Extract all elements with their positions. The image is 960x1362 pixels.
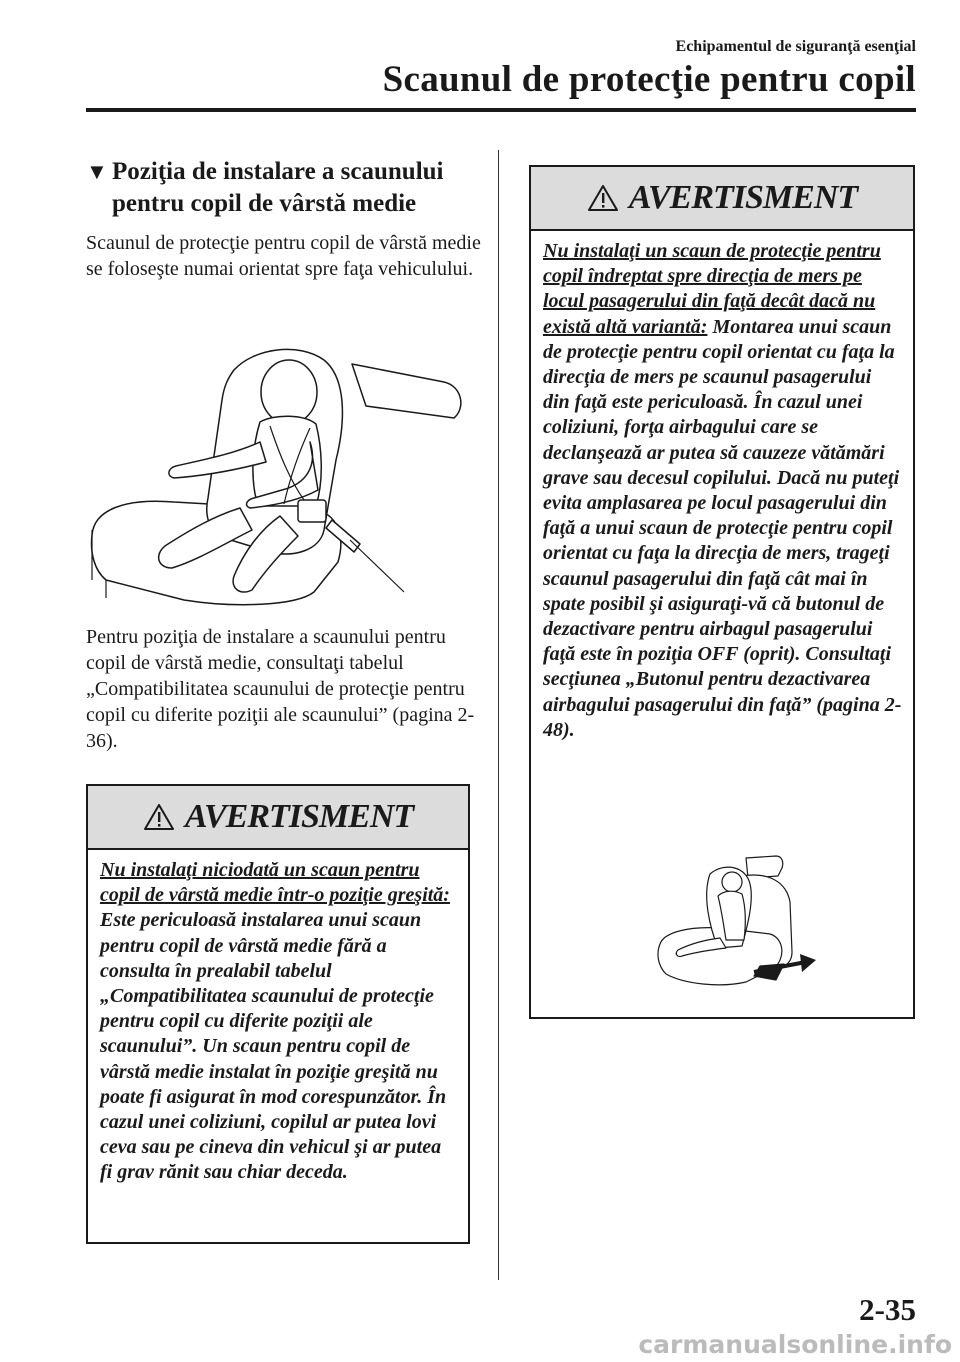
reference-paragraph: Pentru poziţia de instalare a scaunului pentru copil de vârstă medie, consultaţi tabelul „Compatibilitatea scaunului de protecţie pentru copil cu diferite poziţii ale scaunului” (pagina 2-36). [86,626,475,752]
warning-box-left [86,784,470,1244]
warning-header [531,167,913,231]
section-heading [86,156,486,220]
down-triangle-icon: ▼ [86,159,108,184]
warning-lead: Nu instalaţi niciodată un scaun pentru copil de vârstă medie într-o poziţie greşită: [100,859,450,907]
watermark: carmanualsonline.info [638,1330,952,1359]
booster-seat-illustration [84,330,474,620]
warning-text: Este periculoasă instalarea unui scaun pentru copil de vârstă medie fără a consulta în prealabil tabelul „Compatibilitatea scaunului de protecţie pentru copil cu diferite poziţii ale scaunului”. Un scaun pentru copil de vârstă medie instalat în poziţie greşită nu poate fi asigurat în mod corespunzător. În cazul unei coliziuni, copilul ar putea lovi ceva sau pe cineva din vehicul şi ar putea fi grav rănit sau chiar deceda. [100,909,447,1184]
chapter-label: Echipamentul de siguranţă esenţial [675,38,916,55]
warning-triangle-icon [587,184,619,212]
warning-body [88,850,468,1186]
page-number: 2-35 [859,1292,916,1327]
warning-body [531,231,913,743]
warning-triangle-icon [143,803,175,831]
page-title: Scaunul de protecţie pentru copil [382,59,916,100]
front-seat-child-illustration [650,848,820,998]
warning-header [88,786,468,850]
warning-text: Montarea unui scaun de protecţie pentru copil orientat cu faţa la direcţia de mers pe scaunul pasagerului din faţă este periculoasă. În cazul unei coliziuni, forţa airbagului care se declanşează ar putea să cauzeze vătămări grave sau decesul copilului. Dacă nu puteţi evita amplasarea pe locul pasagerului din faţă a unui scaun de protecţie pentru copil orientat cu faţa la direcţia de mers, trageţi scaunul pasagerului din faţă cât mai în spate posibil şi asiguraţi-vă că butonul de dezactivare pentru airbagul pasagerului faţă este în poziţia OFF (oprit). Consultaţi secţiunea „Butonul pentru dezactivarea airbagului pasagerului din faţă” (pagina 2-48). [543,315,902,741]
section-title-text: Poziţia de instalare a scaunului pentru copil de vârstă medie [112,158,444,217]
intro-paragraph: Scaunul de protecţie pentru copil de vârstă medie se foloseşte numai orientat spre faţa vehiculului. [86,232,481,280]
warning-lead: Nu instalaţi un scaun de protecţie pentru copil îndreptat spre direcţia de mers pe locul pasagerului din faţă decât dacă nu există altă variantă: [543,240,881,338]
column-divider [498,150,499,1280]
warning-heading: AVERTISMENT [184,798,414,835]
warning-heading: AVERTISMENT [628,179,858,216]
header-rule [86,108,916,112]
